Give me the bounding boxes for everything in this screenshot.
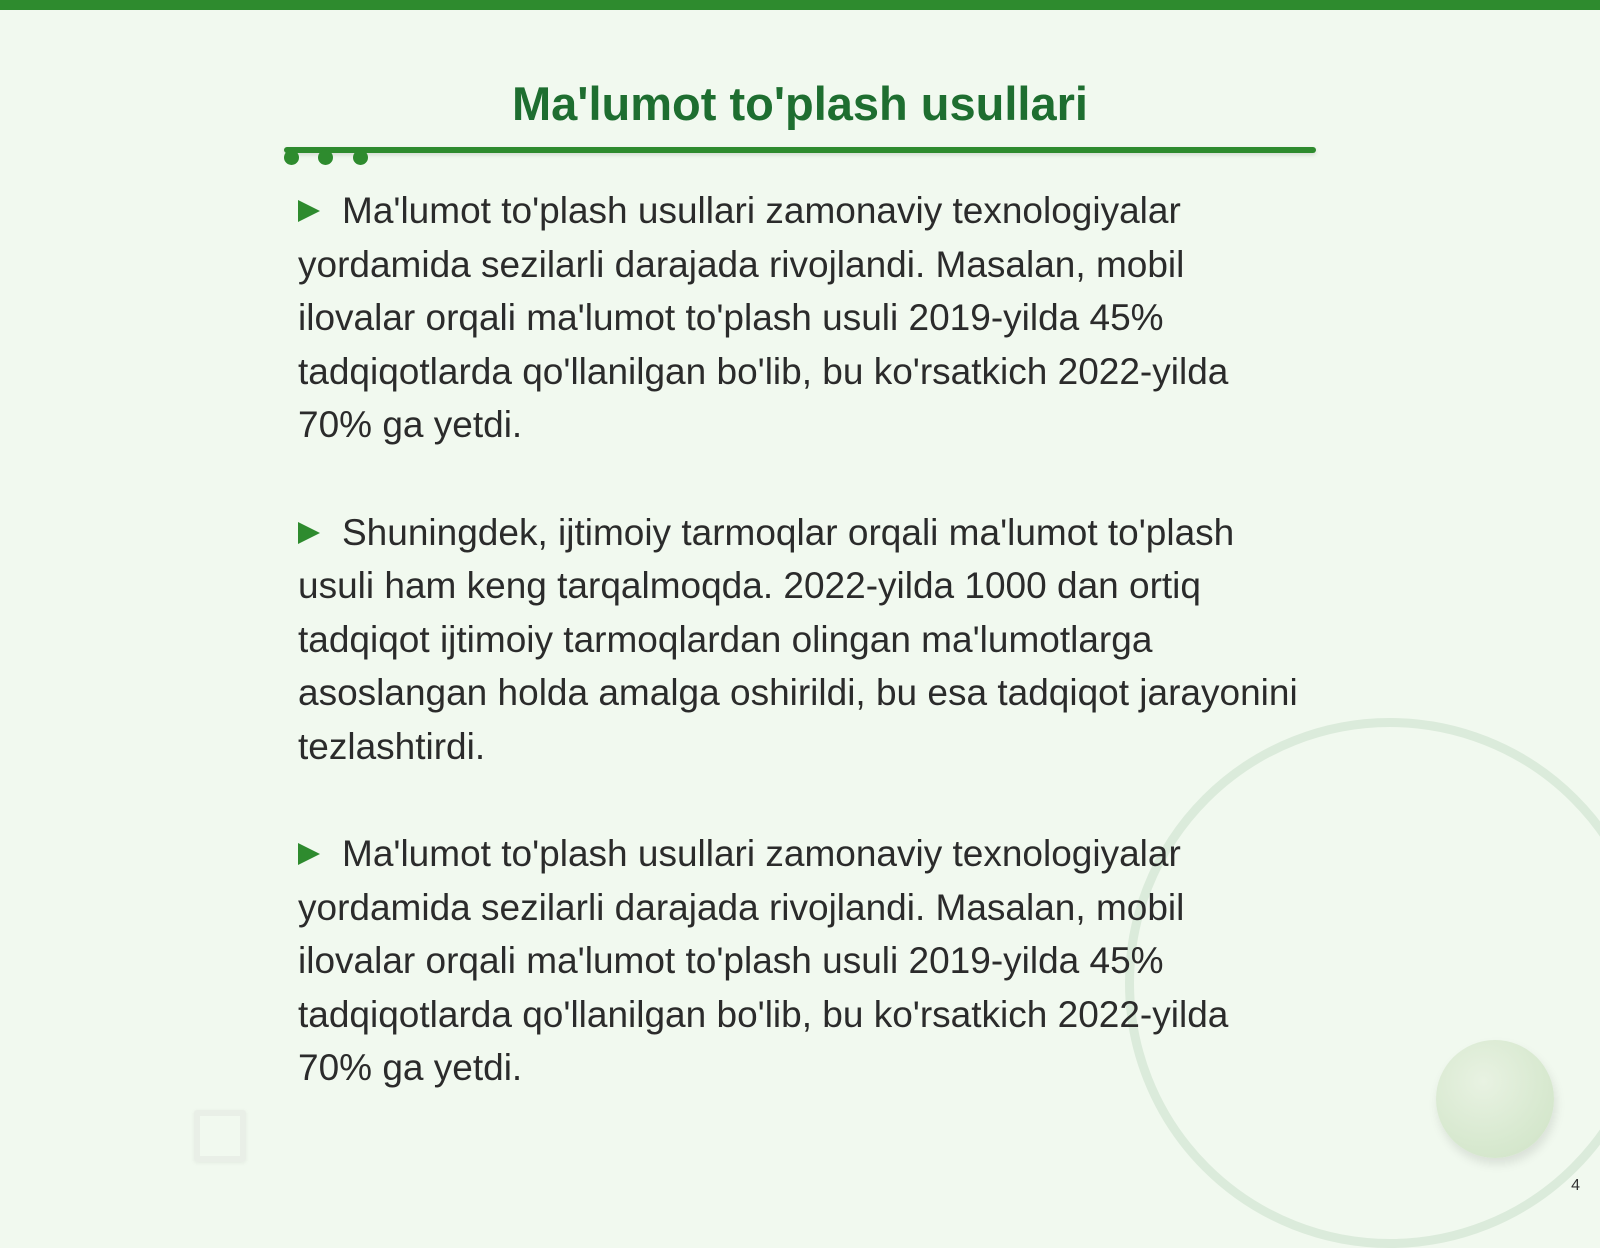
- paragraph-text: Shuningdek, ijtimoiy tarmoqlar orqali ma'lumot to'plash usuli ham keng tarqalmoqda. 2022-yilda 1000 dan ortiq tadqiqot ijtimoiy tarmoqlardan olingan ma'lumotlarga asoslangan holda amalga oshirildi, bu esa tadqiqot jarayonini tezlashtirdi.: [298, 511, 1298, 767]
- triangle-right-icon: [298, 200, 320, 222]
- paragraph-text: Ma'lumot to'plash usullari zamonaviy texnologiyalar yordamida sezilarli darajada rivojlandi. Masalan, mobil ilovalar orqali ma'lumot to'plash usuli 2019-yilda 45% tadqiqotlarda qo'llanilgan bo'lib, bu ko'rsatkich 2022-yilda 70% ga yetdi.: [298, 833, 1229, 1088]
- slide-title: Ma'lumot to'plash usullari: [512, 77, 1088, 130]
- triangle-right-icon: [298, 522, 320, 544]
- triangle-right-icon: [298, 843, 320, 865]
- page-number: 4: [1571, 1177, 1580, 1194]
- paragraph-text: Ma'lumot to'plash usullari zamonaviy texnologiyalar yordamida sezilarli darajada rivojlandi. Masalan, mobil ilovalar orqali ma'lumot to'plash usuli 2019-yilda 45% tadqiqotlarda qo'llanilgan bo'lib, bu ko'rsatkich 2022-yilda 70% ga yetdi.: [298, 190, 1229, 445]
- bullet-paragraph-1: [298, 184, 1308, 452]
- decorative-circle: [1436, 1040, 1554, 1158]
- decorative-square: [194, 1110, 246, 1162]
- slide-body: [298, 184, 1308, 1149]
- underline-dot-1: [284, 150, 299, 165]
- title-underline: [284, 147, 1316, 153]
- bullet-paragraph-3: [298, 827, 1308, 1095]
- underline-dot-3: [353, 150, 368, 165]
- top-accent-bar: [0, 0, 1600, 10]
- underline-dot-2: [318, 150, 333, 165]
- bullet-paragraph-2: [298, 506, 1308, 774]
